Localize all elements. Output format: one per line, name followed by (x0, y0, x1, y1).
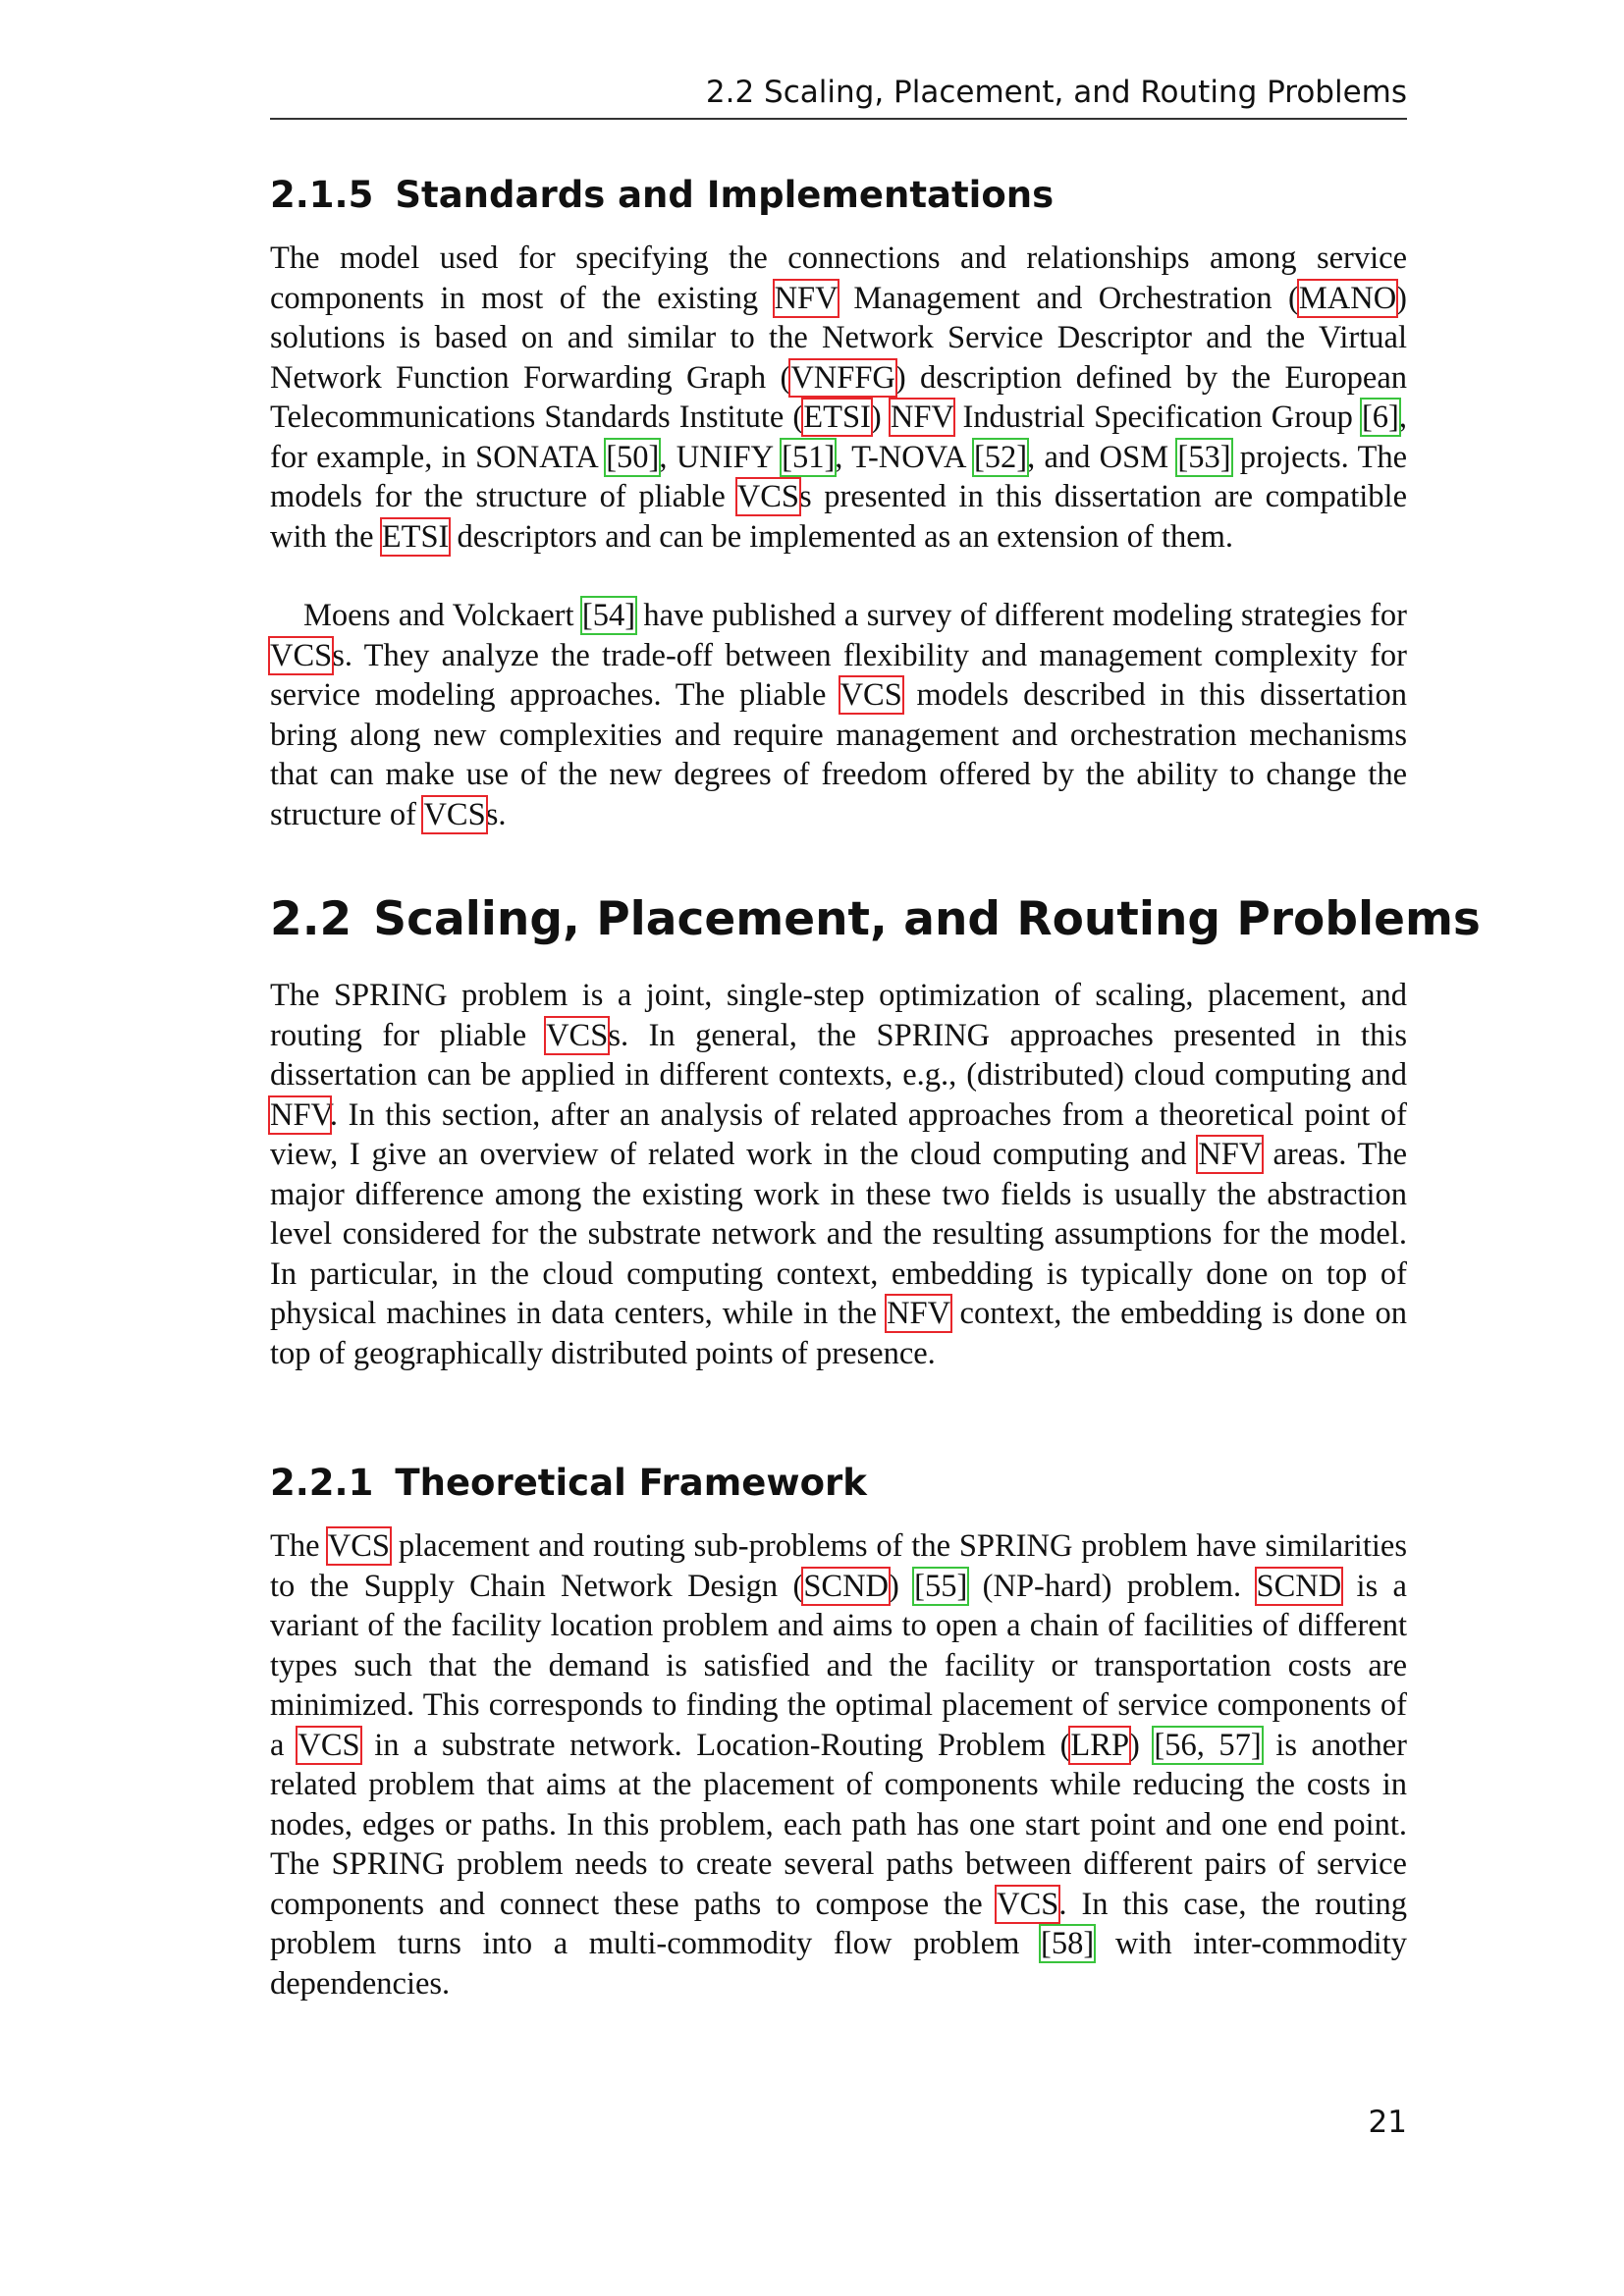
citation-link-6[interactable]: [6] (1361, 400, 1399, 435)
acronym-link-etsi[interactable]: ETSI (803, 400, 871, 435)
text-run: is a variant of the facility location problem and aims to open a chain of facilities of different types such that the demand is satisfied and the facility or transportation costs are minimized. This corresponds to finding the optimal placement of service components of a (270, 1568, 1407, 1763)
text-run: Industrial Specification Group (953, 400, 1362, 435)
section-title: Scaling, Placement, and Routing Problems (373, 892, 1481, 946)
acronym-link-nfv[interactable]: NFV (890, 400, 954, 435)
acronym-link-nfv[interactable]: NFV (1198, 1137, 1262, 1172)
acronym-link-vcs[interactable]: VCS (298, 1727, 360, 1763)
section-number: 2.2 (270, 892, 352, 946)
acronym-link-vcs[interactable]: VCS (327, 1528, 390, 1564)
acronym-link-vcs[interactable]: VCS (270, 637, 333, 673)
text-run: placement and routing sub-problems of the SPRING problem have similarities to the Supply Chain Network Design ( (270, 1528, 1407, 1604)
text-run: with inter-commodity dependencies. (270, 1926, 1407, 2002)
text-run: models described in this dissertation bring along new complexities and require management and orchestration mechanisms that can make use of the new degrees of freedom offered by the ability to change the structure of (270, 677, 1407, 832)
citation-link-51[interactable]: [51] (782, 439, 836, 475)
text-run: have published a survey of different modeling strategies for (635, 598, 1408, 633)
text-run: The model used for specifying the connections and relationships among service components in most of the existing (270, 240, 1407, 316)
text-run: s. (485, 796, 507, 832)
citation-link-55[interactable]: [55] (914, 1568, 968, 1604)
text-run: ) (1129, 1727, 1155, 1763)
citation-link-52[interactable]: [52] (973, 439, 1028, 475)
citation-link-50[interactable]: [50] (606, 439, 660, 475)
acronym-link-nfv[interactable]: NFV (270, 1096, 330, 1133)
acronym-link-vcs[interactable]: VCS (736, 479, 800, 514)
section-heading-2-2-1 (270, 1461, 867, 1506)
acronym-link-scnd[interactable]: SCND (803, 1568, 890, 1604)
header-rule (270, 118, 1407, 120)
paragraph-spring-overview (270, 976, 1407, 1373)
text-run: The SPRING problem is a joint, single-step optimization of scaling, placement, and routing for pliable (270, 978, 1407, 1053)
section-number: 2.2.1 (270, 1462, 374, 1504)
running-head: 2.2 Scaling, Placement, and Routing Problems (705, 75, 1407, 110)
text-run: , T-NOVA (835, 439, 974, 475)
section-number: 2.1.5 (270, 174, 374, 216)
text-run: descriptors and can be implemented as an extension of them. (449, 518, 1234, 555)
section-heading-2-1-5 (270, 173, 1054, 218)
acronym-link-vcs[interactable]: VCS (546, 1017, 609, 1053)
text-run: context, the embedding is done on top of geographically distributed points of presence. (270, 1296, 1407, 1371)
section-title: Theoretical Framework (395, 1462, 867, 1504)
text-run: ) solutions is based on and similar to the Network Service Descriptor and the Virtual Network Function Forwarding Graph ( (270, 280, 1407, 396)
text-run: , for example, in SONATA (270, 400, 1408, 475)
section-title: Standards and Implementations (395, 174, 1055, 216)
text-run: ) (870, 400, 891, 435)
text-run: s presented in this dissertation are compatible with the (270, 479, 1407, 555)
acronym-link-scnd[interactable]: SCND (1256, 1568, 1342, 1604)
acronym-link-nfv[interactable]: NFV (774, 280, 839, 316)
text-run: (NP-hard) problem. (967, 1568, 1257, 1604)
text-run: is another related problem that aims at the placement of components while reducing the costs in nodes, edges or paths. In this problem, each path has one start point and one end point. The SPRING problem needs to create several paths between different pairs of service components and connect these paths to compose the (270, 1727, 1407, 1922)
citation-link-58[interactable]: [58] (1041, 1926, 1095, 1961)
acronym-link-vcs[interactable]: VCS (423, 796, 486, 832)
acronym-link-vnffg[interactable]: VNFFG (790, 359, 895, 396)
text-run: Management and Orchestration ( (838, 280, 1299, 316)
text-run: s. In general, the SPRING approaches presented in this dissertation can be applied in different contexts, e.g., (distributed) cloud computing and (270, 1017, 1407, 1093)
paragraph-theoretical-framework (270, 1526, 1407, 2003)
text-run: s. They analyze the trade-off between flexibility and management complexity for service modeling approaches. The pliable (270, 637, 1407, 713)
text-run: areas. The major difference among the existing work in these two fields is usually the abstraction level considered for the substrate network and the resulting assumptions for the model. In particular, in the cloud computing context, embedding is typically done on top of physical machines in data centers, while in the (270, 1137, 1407, 1331)
text-run: , UNIFY (659, 439, 783, 475)
citation-link-53[interactable]: [53] (1177, 439, 1231, 475)
text-run: . In this section, after an analysis of related approaches from a theoretical point of view, I give an overview of related work in the cloud computing and (270, 1096, 1407, 1172)
acronym-link-nfv[interactable]: NFV (887, 1296, 950, 1331)
acronym-link-lrp[interactable]: LRP (1070, 1727, 1130, 1763)
paragraph-standards-1 (270, 239, 1407, 557)
text-run: . In this case, the routing problem turns into a multi-commodity flow problem (270, 1886, 1408, 1961)
acronym-link-vcs[interactable]: VCS (997, 1886, 1059, 1922)
text-run: ) (889, 1568, 915, 1604)
acronym-link-etsi[interactable]: ETSI (381, 518, 450, 555)
text-run: Moens and Volckaert (303, 598, 582, 633)
section-heading-2-2 (270, 891, 1481, 948)
citation-link-56-57[interactable]: [56, 57] (1154, 1727, 1262, 1763)
text-run: ) description defined by the European Telecommunications Standards Institute ( (270, 359, 1407, 435)
text-run: projects. The models for the structure of pliable (270, 439, 1407, 514)
text-run: in a substrate network. Location-Routing Problem ( (359, 1727, 1071, 1763)
page-number: 21 (1368, 2105, 1407, 2140)
acronym-link-mano[interactable]: MANO (1298, 280, 1397, 316)
text-run: The (270, 1528, 328, 1564)
text-run: , and OSM (1027, 439, 1178, 475)
acronym-link-vcs[interactable]: VCS (839, 677, 902, 713)
paragraph-standards-2 (270, 596, 1407, 834)
citation-link-54[interactable]: [54] (581, 598, 636, 633)
